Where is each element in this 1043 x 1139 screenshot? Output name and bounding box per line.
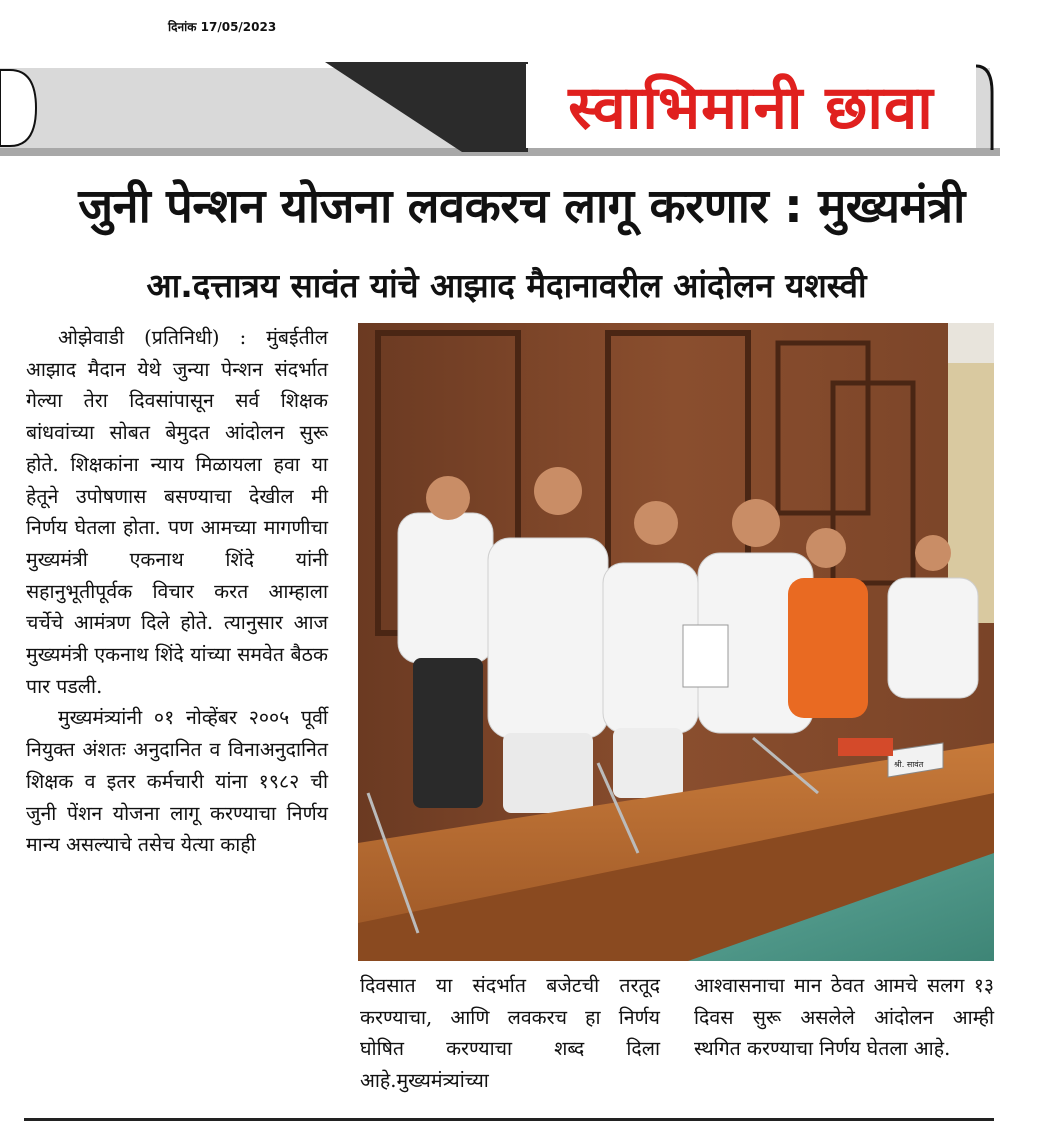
article-column-right [694, 970, 994, 1065]
article-paragraph-2: मुख्यमंत्र्यांनी ०१ नोव्हेंबर २००५ पूर्वी नियुक्त अंशतः अनुदानित व विनाअनुदानित शिक्षक व इतर कर्मचारी यांना १९८२ ची जुनी पेंशन योजना लागू करण्याचा निर्णय मान्य असल्याचे तसेच येत्या काही [26, 706, 328, 857]
masthead-title: स्वाभिमानी छावा [568, 73, 934, 143]
bottom-rule [24, 1118, 994, 1121]
article-paragraph-1: ओझेवाडी (प्रतिनिधी) : मुंबईतील आझाद मैदान येथे जुन्या पेन्शन संदर्भात गेल्या तेरा दिवसांपासून सर्व शिक्षक बांधवांच्या सोबत बेमुदत आंदोलन सुरू होते. शिक्षकांना न्याय मिळायला हवा या हेतूने उपोषणास बसण्याचा देखील मी निर्णय घेतला होता. पण आमच्या मागणीचा मुख्यमंत्री एकनाथ शिंदे यांनी सहानुभूतीपूर्वक विचार करत आम्हाला चर्चेचे आमंत्रण दिले होते. त्यानुसार आज मुख्यमंत्री एकनाथ शिंदे यांच्या समवेत बैठक पार पडली. [26, 326, 328, 698]
headline: जुनी पेन्शन योजना लवकरच लागू करणार : मुख्यमंत्री [78, 179, 965, 234]
nameplate-text: श्री. सावंत [894, 760, 924, 769]
article-paragraph-4: आश्वासनाचा मान ठेवत आमचे सलग १३ दिवस सुरू असलेले आंदोलन आम्ही स्थगित करण्याचा निर्णय घेतला आहे. [694, 974, 994, 1061]
subheadline: आ.दत्तात्रय सावंत यांचे आझाद मैदानावरील आंदोलन यशस्वी [146, 266, 867, 305]
article-column-middle [360, 970, 660, 1097]
article-column-left [26, 322, 328, 861]
article-paragraph-3: दिवसात या संदर्भात बजेटची तरतूद करण्याचा, आणि लवकरच हा निर्णय घोषित करण्याचा शब्द दिला आहे.मुख्यमंत्र्यांच्या [360, 974, 660, 1093]
dateline: दिनांक 17/05/2023 [168, 20, 277, 34]
news-photo [358, 323, 994, 961]
